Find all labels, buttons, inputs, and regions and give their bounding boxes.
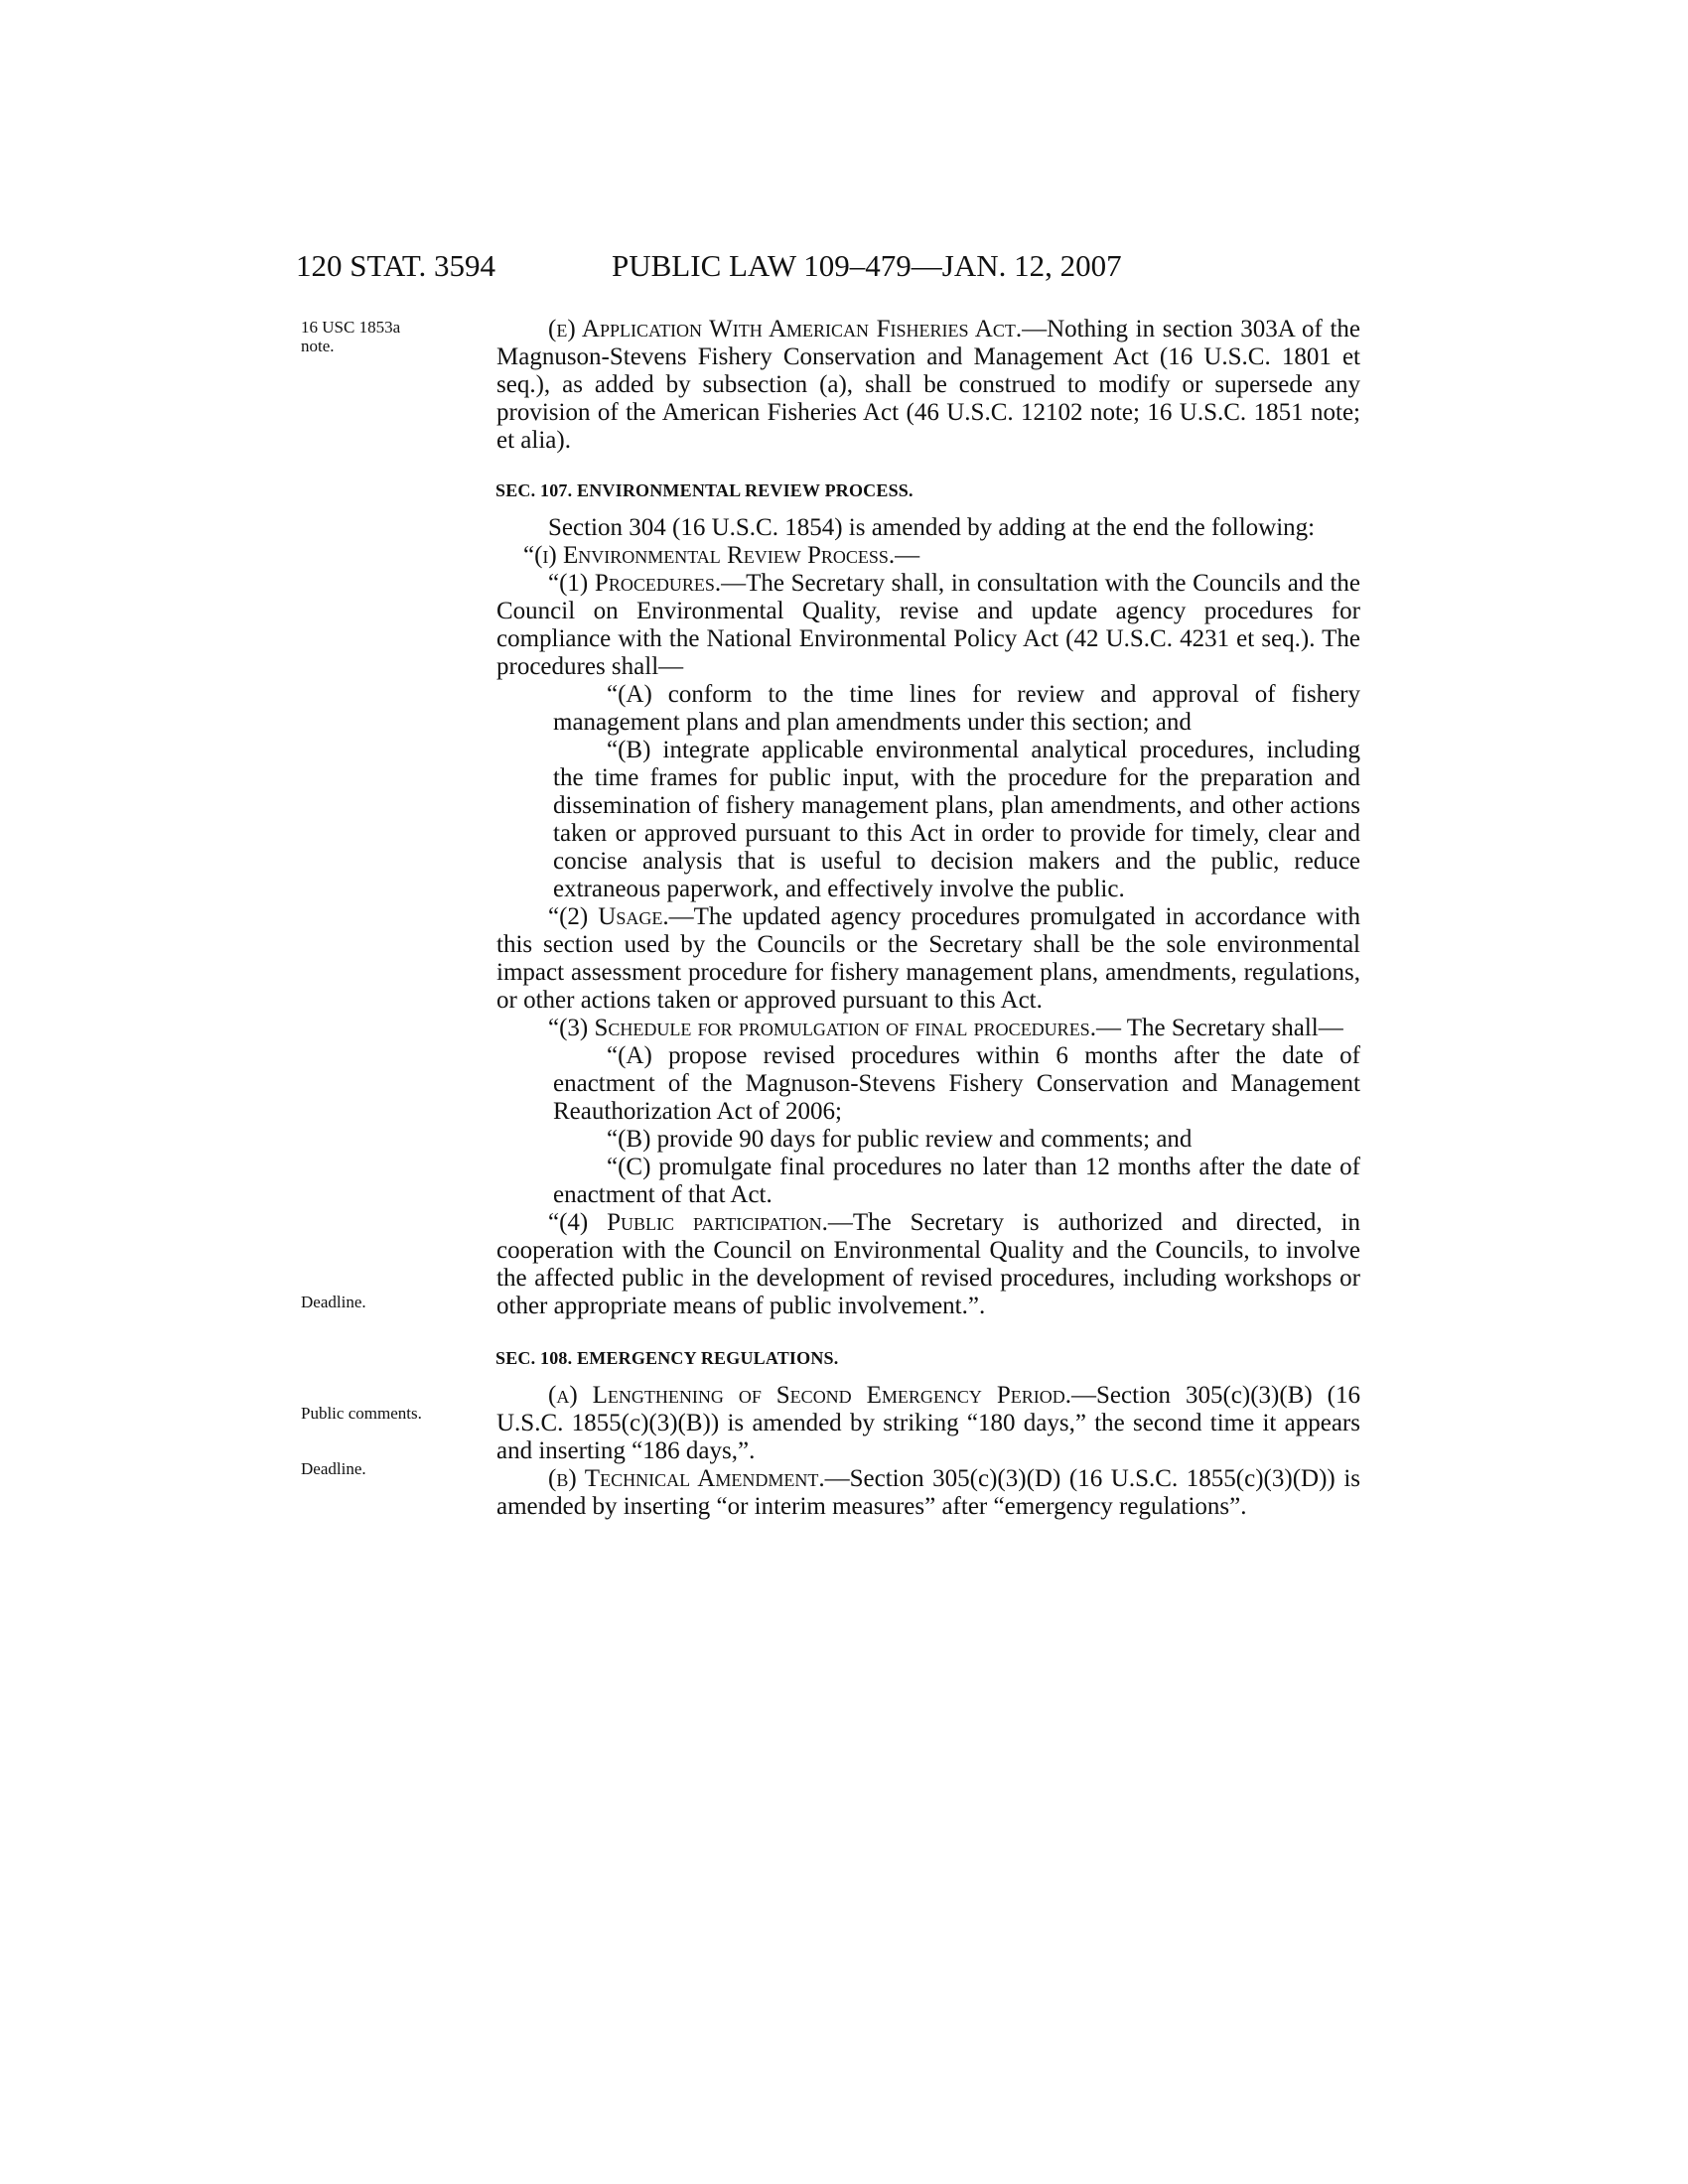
paragraph-4: [496, 1209, 1360, 1320]
subparagraph-3A: “(A) propose revised procedures within 6 months after the date of enactment of the Magnuson-Stevens Fishery Conservation and Management Reauthorization Act of 2006;: [553, 1042, 1360, 1125]
margin-note-deadline: Deadline.: [301, 1459, 366, 1478]
subsection-text: —Section 305(c)(3)(D) (16 U.S.C. 1855(c)(3)(D)) is amended by inserting “or interim measures” after “emergency regulations”.: [496, 1465, 1360, 1520]
subsection-heading: (b) Technical Amendment.: [548, 1465, 825, 1492]
stat-page-number: 120 STAT. 3594: [296, 248, 496, 283]
subsection-text: —Nothing in section 303A of the Magnuson-Stevens Fishery Conservation and Management Act (16 U.S.C. 1801 et seq.), as added by subsection (a), shall be construed to modify or supersede any provision of the American Fisheries Act (46 U.S.C. 12102 note; 16 U.S.C. 1851 note; et alia).: [496, 316, 1360, 454]
paragraph-text: —The updated agency procedures promulgated in accordance with this section used by the Councils or the Secretary shall be the sole environmental impact assessment procedure for fishery management plans, amendments, regulations, or other actions taken or approved pursuant to this Act.: [496, 903, 1360, 1014]
subsection-i: [496, 542, 1360, 570]
subsection-108b: [496, 1465, 1360, 1521]
page-header: [296, 246, 1289, 286]
section-108-title: SEC. 108. EMERGENCY REGULATIONS.: [495, 1348, 839, 1368]
subsection-dash: —: [895, 542, 920, 569]
subparagraph-1B: “(B) integrate applicable environmental analytical procedures, including the time frames for public input, with the procedure for the preparation and dissemination of fishery management plans, plan amendments, and other actions taken or approved pursuant to this Act in order to provide for timely, clear and concise analysis that is useful to decision makers and the public, reduce extraneous paperwork, and effectively involve the public.: [553, 737, 1360, 902]
paragraph-1: [496, 570, 1360, 681]
paragraph-2: [496, 903, 1360, 1015]
subsection-e: [496, 316, 1360, 455]
paragraph-heading: “(1) Procedures.: [548, 570, 722, 597]
margin-note-usc: [301, 318, 400, 355]
margin-note-usc-line1: 16 USC 1853a: [301, 318, 401, 337]
subparagraph-1A: “(A) conform to the time lines for review and approval of fishery management plans and plan amendments under this section; and: [553, 681, 1360, 736]
paragraph-text: —The Secretary is authorized and directed, in cooperation with the Council on Environmental Quality and the Councils, to involve the affected public in the development of revised procedures, including workshops or other appropriate means of public involvement.”.: [496, 1209, 1360, 1319]
subsection-108a: [496, 1382, 1360, 1465]
section-107-intro: Section 304 (16 U.S.C. 1854) is amended by adding at the end the following:: [548, 514, 1316, 541]
subparagraph-3B: “(B) provide 90 days for public review and comments; and: [607, 1126, 1193, 1153]
section-107-title: SEC. 107. ENVIRONMENTAL REVIEW PROCESS.: [495, 480, 914, 500]
margin-note-usc-line2: note.: [301, 337, 335, 355]
paragraph-heading: “(4) Public participation.: [548, 1209, 828, 1236]
public-law-title: PUBLIC LAW 109–479—JAN. 12, 2007: [612, 248, 1122, 283]
subsection-text: —Section 305(c)(3)(B) (16 U.S.C. 1855(c)(3)(B)) is amended by striking “180 days,” the second time it appears and inserting “186 days,”.: [496, 1382, 1360, 1464]
paragraph-text: —The Secretary shall, in consultation with the Councils and the Council on Environmental Quality, revise and update agency procedures for compliance with the National Environmental Policy Act (42 U.S.C. 4231 et seq.). The procedures shall—: [496, 570, 1360, 680]
subsection-heading: “(i) Environmental Review Process.: [523, 542, 896, 569]
margin-note-deadline: Deadline.: [301, 1293, 366, 1311]
subparagraph-3C: “(C) promulgate final procedures no later than 12 months after the date of enactment of that Act.: [553, 1154, 1360, 1208]
paragraph-3: [496, 1015, 1360, 1042]
margin-note-public-comments: Public comments.: [301, 1404, 422, 1423]
document-body: [496, 316, 1360, 1521]
subsection-heading: (a) Lengthening of Second Emergency Period.: [548, 1382, 1072, 1409]
paragraph-heading: “(2) Usage.: [548, 903, 669, 930]
paragraph-heading: “(3) Schedule for promulgation of final procedures.: [548, 1015, 1096, 1041]
paragraph-text: — The Secretary shall—: [1095, 1015, 1343, 1041]
subsection-heading: (e) Application With American Fisheries Act.: [548, 316, 1023, 342]
